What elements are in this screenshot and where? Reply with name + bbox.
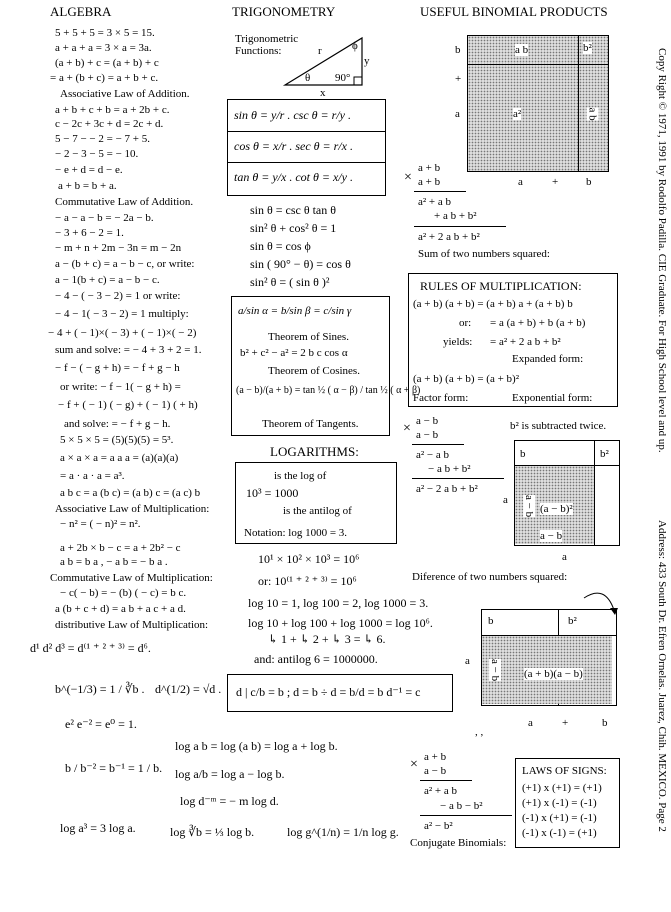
law-of-tangents: (a − b)/(a + b) = tan ½ ( α − β) / tan ½ ( α + β)	[236, 385, 421, 396]
triangle-theta-label: θ	[305, 72, 311, 84]
is-the-log-label: is the log of	[274, 470, 327, 482]
sq3-bottom-plus: +	[562, 717, 569, 729]
mult1-line5: a² + 2 a b + b²	[418, 231, 480, 243]
algebra-line: − a − a − b = − 2a − b.	[55, 212, 154, 224]
triangle-phi-label: ϕ	[352, 40, 358, 52]
log-nth-root-formula: log g^(1/n) = 1/n log g.	[287, 825, 399, 839]
algebra-line: − 2 − 3 − 5 = − 10.	[55, 148, 139, 160]
algebra-header: ALGEBRA	[50, 4, 112, 19]
logarithms-title: LOGARITHMS:	[270, 444, 359, 459]
exponential-form-label: Exponential form:	[512, 392, 593, 404]
trig-identity-1: sin θ = csc θ tan θ	[250, 203, 336, 217]
law-of-sines-label: Theorem of Sines.	[268, 331, 349, 343]
sq1-bottom-plus: +	[552, 176, 559, 188]
sq2-b-label: b	[520, 448, 526, 460]
algebra-line: 5 × 5 × 5 = (5)(5)(5) = 5³.	[60, 434, 174, 446]
algebra-line: a − 1(b + c) = a − b − c.	[55, 274, 160, 286]
algebra-line: a + a + a = 3 × a = 3a.	[55, 42, 152, 54]
algebra-line: Associative Law of Multiplication:	[55, 503, 210, 515]
sq3-bottom-b: b	[602, 717, 608, 729]
algebra-line: a + b = b + a.	[58, 180, 117, 192]
sq1-a2: a²	[513, 108, 522, 120]
division-formula: d | c/b = b ; d = b ÷ d = b/d = b d⁻¹ = c	[236, 685, 421, 699]
algebra-line: a b = b a , − a b = − b a .	[60, 556, 168, 568]
mult2-line4: − a b + b²	[428, 463, 471, 475]
binomial-header: USEFUL BINOMIAL PRODUCTS	[420, 4, 608, 19]
mult3-line5: a² − b²	[424, 820, 453, 832]
algebra-line: Associative Law of Addition.	[60, 88, 190, 100]
log-a3-formula: log a³ = 3 log a.	[60, 821, 136, 835]
rule-yields-label: yields:	[443, 336, 473, 348]
side-text	[646, 0, 666, 912]
curved-arrow-icon	[580, 588, 620, 618]
algebra-line: distributive Law of Multiplication:	[55, 619, 209, 631]
e-power-formula: e² e⁻² = e⁰ = 1.	[65, 717, 137, 731]
sq2-bottom-a: a	[562, 551, 567, 563]
sign-rule-3: (-1) x (+1) = (-1)	[522, 812, 597, 824]
sq2-a-label: a	[503, 494, 508, 506]
difference-squared-label: Diference of two numbers squared:	[412, 571, 568, 583]
log-sum-arrows: ↳ 1 + ↳ 2 + ↳ 3 = ↳ 6.	[268, 632, 386, 646]
algebra-line: − e + d = d − e.	[55, 164, 123, 176]
trig-identity-2: sin² θ + cos² θ = 1	[250, 221, 337, 235]
triangle-r-label: r	[318, 45, 322, 57]
mult3-line3: a² + a b	[424, 785, 458, 797]
sq3-a-label: a	[465, 655, 470, 667]
triangle-90-label: 90°	[335, 72, 351, 84]
algebra-line: c − 2c + 3c + d = 2c + d.	[55, 118, 164, 130]
algebra-line: − c( − b) = − (b) ( − c) = b c.	[60, 587, 187, 599]
algebra-line: Commutative Law of Addition.	[55, 196, 194, 208]
times-sign-2: ×	[403, 421, 411, 436]
mult3-line1: a + b	[424, 751, 447, 763]
algebra-line: a + 2b × b − c = a + 2b² − c	[60, 542, 181, 554]
log-power-formula: log d⁻ᵐ = − m log d.	[180, 794, 279, 808]
times-sign-3: ×	[410, 757, 418, 772]
sq1-a-side: a	[455, 108, 460, 120]
log-product-formula: log a b = log (a b) = log a + log b.	[175, 739, 338, 753]
rules-title: RULES OF MULTIPLICATION:	[420, 279, 582, 293]
algebra-line: − 3 + 6 − 2 = 1.	[55, 227, 124, 239]
sq1-b-side: b	[455, 44, 461, 56]
trig-identity-4: sin ( 90° − θ) = cos θ	[250, 257, 351, 271]
sq1-ab-side: a b	[586, 107, 599, 121]
cos-definition: cos θ = x/r . sec θ = r/x .	[234, 139, 353, 153]
cube-root-formula: b^(−1/3) = 1 / ∛b .	[55, 682, 145, 696]
algebra-line: Commutative Law of Multiplication:	[50, 572, 213, 584]
mult1-line1: a + b	[418, 162, 441, 174]
algebra-line: − f + ( − 1) ( − g) + ( − 1) ( + h)	[58, 399, 198, 411]
algebra-line: − m + n + 2m − 3n = m − 2n	[55, 242, 182, 254]
subtracted-twice-label: b² is subtracted twice.	[510, 420, 607, 432]
sq3-product-label: (a + b)(a − b)	[524, 668, 583, 680]
algebra-line: 5 + 5 + 5 = 3 × 5 = 15.	[55, 27, 155, 39]
mult2-line2: a − b	[416, 429, 439, 441]
b-fraction-formula: b / b⁻² = b⁻¹ = 1 / b.	[65, 761, 163, 775]
mult3-line4: − a b − b²	[440, 800, 483, 812]
algebra-line: a b c = a (b c) = (a b) c = (a c) b	[60, 487, 201, 499]
law-of-sines: a/sin α = b/sin β = c/sin γ	[238, 305, 352, 317]
sq3-b2-label: b²	[568, 615, 577, 627]
times-sign-1: ×	[404, 170, 412, 185]
sign-rule-4: (-1) x (-1) = (+1)	[522, 827, 597, 839]
sq1-bottom-a: a	[518, 176, 523, 188]
tan-definition: tan θ = y/x . cot θ = x/y .	[234, 170, 353, 184]
rule-line-3: = a² + 2 a b + b²	[490, 336, 561, 348]
log-equation: 10³ = 1000	[246, 486, 299, 500]
sq3-amb-side: a − b	[489, 659, 502, 682]
rule-line-1: (a + b) (a + b) = (a + b) a + (a + b) b	[413, 298, 573, 310]
sq2-b2-label: b²	[600, 448, 609, 460]
sq2-squared-label: (a − b)²	[540, 503, 573, 515]
power-sum: or: 10⁽¹ ⁺ ² ⁺ ³⁾ = 10⁶	[258, 574, 357, 588]
laws-of-signs-title: LAWS OF SIGNS:	[522, 765, 607, 777]
rule-line-2: = a (a + b) + b (a + b)	[490, 317, 586, 329]
commas: , ,	[475, 726, 484, 738]
algebra-line: or write: − f − 1( − g + h) =	[60, 381, 181, 393]
law-of-cosines-label: Theorem of Cosines.	[268, 365, 360, 377]
square-root-formula: d^(1/2) = √d .	[155, 682, 222, 696]
sign-rule-2: (+1) x (-1) = (-1)	[522, 797, 597, 809]
sq1-plus-side: +	[455, 73, 462, 85]
log-values: log 10 = 1, log 100 = 2, log 1000 = 3.	[248, 596, 429, 610]
sum-square-diagram	[467, 35, 609, 172]
rule-line-4: (a + b) (a + b) = (a + b)²	[413, 373, 519, 385]
is-the-antilog-label: is the antilog of	[283, 505, 352, 517]
trig-identity-3: sin θ = cos ϕ	[250, 239, 311, 253]
sq1-bottom-b: b	[586, 176, 592, 188]
algebra-line: a + b + c + b = a + 2b + c.	[55, 104, 170, 116]
sq2-amb-bottom: a − b	[540, 530, 563, 542]
log-quotient-formula: log a/b = log a − log b.	[175, 767, 285, 781]
mult2-line3: a² − a b	[416, 449, 450, 461]
sign-rule-1: (+1) x (+1) = (+1)	[522, 782, 602, 794]
log-notation: Notation: log 1000 = 3.	[244, 527, 348, 539]
sq1-b2: b²	[583, 42, 592, 54]
factor-form-label: Factor form:	[413, 392, 469, 404]
algebra-line: − 4 + ( − 1)×( − 3) + ( − 1)×( − 2)	[48, 327, 197, 339]
sq3-bottom-a: a	[528, 717, 533, 729]
mult1-line3: a² + a b	[418, 196, 452, 208]
sum-squared-label: Sum of two numbers squared:	[418, 248, 550, 260]
sq1-ab-top: a b	[515, 44, 529, 56]
algebra-line: − 4 − ( − 3 − 2) = 1 or write:	[55, 290, 181, 302]
trigonometry-header: TRIGONOMETRY	[232, 4, 336, 19]
trig-functions-label: Trigonometric Functions:	[235, 33, 299, 58]
sq2-amb-side: a − b	[523, 495, 536, 518]
mult1-line4: + a b + b²	[434, 210, 477, 222]
law-of-tangents-label: Theorem of Tangents.	[262, 418, 359, 430]
algebra-line: and solve: = − f + g − h.	[64, 418, 171, 430]
algebra-line: a − (b + c) = a − b − c, or write:	[55, 258, 195, 270]
copyright-text: Copy Right © 1971, 1991 by Rodolfo Padilla. CIE Graduate. For High School level and up.	[656, 48, 668, 453]
triangle-x-label: x	[320, 87, 326, 99]
log-sum: log 10 + log 100 + log 1000 = log 10⁶.	[248, 616, 433, 630]
algebra-line: = a + (b + c) = a + b + c.	[50, 72, 159, 84]
log-root-formula: log ∛b = ⅓ log b.	[170, 825, 255, 839]
law-of-cosines: b² + c² − a² = 2 b c cos α	[240, 347, 348, 359]
algebra-line: 5 − 7 − − 2 = − 7 + 5.	[55, 133, 150, 145]
mult2-line5: a² − 2 a b + b²	[416, 483, 478, 495]
mult1-line2: a + b	[418, 176, 441, 188]
algebra-line: a (b + c + d) = a b + a c + a d.	[55, 603, 186, 615]
rule-or-label: or:	[459, 317, 472, 329]
power-multiplication: 10¹ × 10² × 10³ = 10⁶	[258, 552, 360, 566]
sq3-b-label: b	[488, 615, 494, 627]
algebra-line: = a · a · a = a³.	[60, 470, 125, 482]
algebra-line: (a + b) + c = (a + b) + c	[55, 57, 159, 69]
algebra-line: − f − ( − g + h) = − f + g − h	[55, 362, 180, 374]
algebra-line: sum and solve: = − 4 + 3 + 2 = 1.	[55, 344, 202, 356]
triangle-y-label: y	[364, 55, 370, 67]
sin-definition: sin θ = y/r . csc θ = r/y .	[234, 108, 351, 122]
algebra-line: − n² = ( − n)² = n².	[60, 518, 141, 530]
mult3-line2: a − b	[424, 765, 447, 777]
algebra-line: a × a × a = a a a = (a)(a)(a)	[60, 452, 179, 464]
conjugate-binomials-label: Conjugate Binomials:	[410, 837, 507, 849]
address-text: Address: 433 South Dr. Efren Ornelas. Juarez, Chih. MEXICO. Page 2	[656, 520, 668, 832]
antilog-value: and: antilog 6 = 1000000.	[254, 652, 378, 666]
mult2-line1: a − b	[416, 415, 439, 427]
expanded-form-label: Expanded form:	[512, 353, 584, 365]
powers-formula: d¹ d² d³ = d⁽¹ ⁺ ² ⁺ ³⁾ = d⁶.	[30, 641, 151, 655]
algebra-line: − 4 − 1( − 3 − 2) = 1 multiply:	[55, 308, 189, 320]
trig-identity-5: sin² θ = ( sin θ )²	[250, 275, 330, 289]
